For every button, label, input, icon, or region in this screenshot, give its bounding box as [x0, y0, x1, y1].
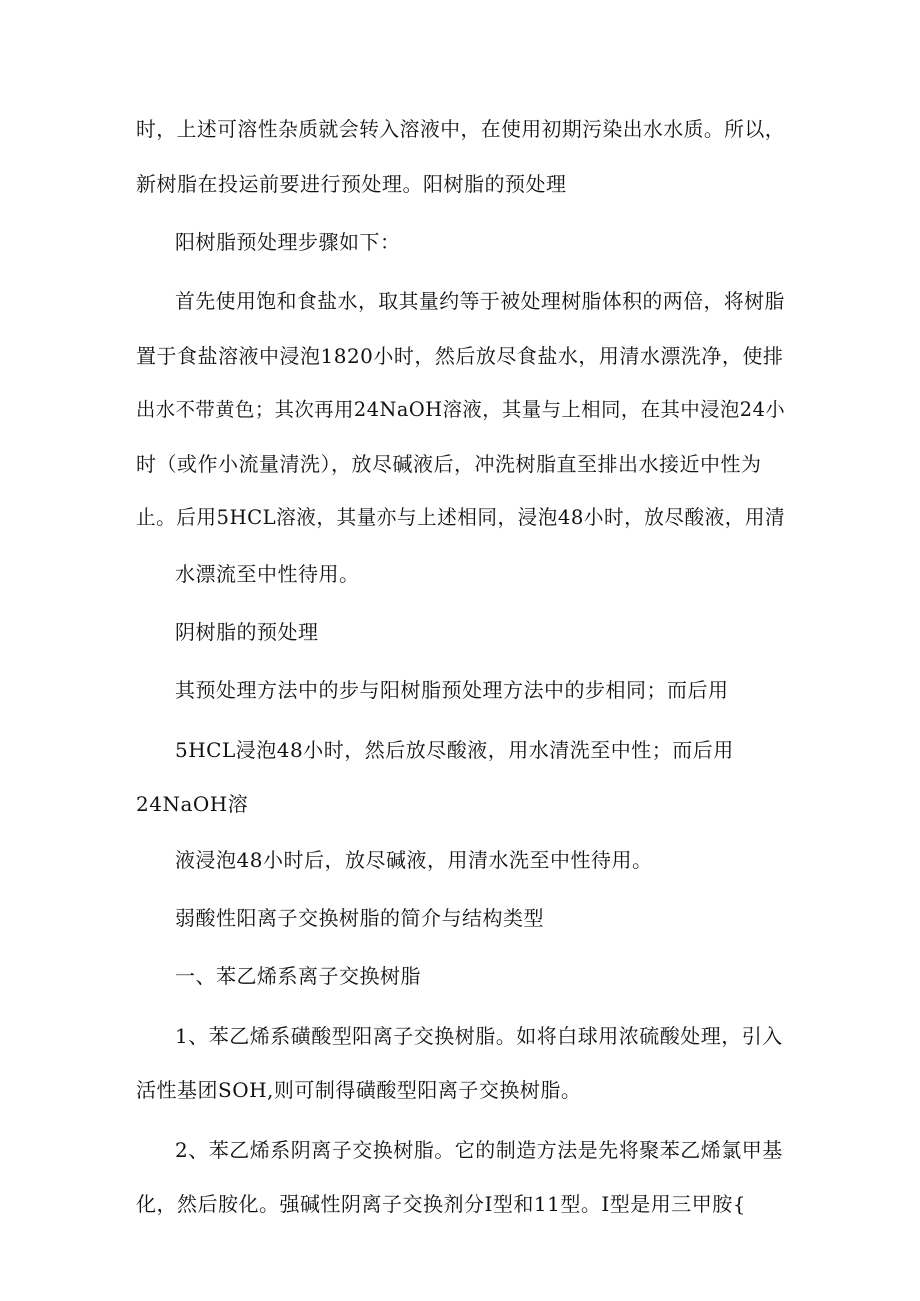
text-line-9: 水漂流至中性待用。 — [175, 562, 360, 586]
text-line-7: 时（或作小流量清洗），放尽碱液后，冲洗树脂直至排出水接近中性为 — [136, 452, 762, 476]
text-line-3: 阳树脂预处理步骤如下： — [175, 230, 401, 254]
text-line-8: 止。后用5HCL溶液，其量亦与上述相同，浸泡48小时，放尽酸液，用清 — [136, 506, 786, 529]
text-line-15: 弱酸性阳离子交换树脂的简介与结构类型 — [175, 906, 544, 930]
text-line-18: 活性基团SOH,则可制得磺酸型阳离子交换树脂。 — [136, 1078, 582, 1102]
text-line-10: 阴树脂的预处理 — [175, 620, 319, 644]
text-line-5: 置于食盐溶液中浸泡1820小时，然后放尽食盐水，用清水漂洗净，使排 — [136, 344, 784, 368]
text-line-17: 1、苯乙烯系磺酸型阳离子交换树脂。如将白球用浓硫酸处理，引入 — [175, 1024, 783, 1048]
text-line-19: 2、苯乙烯系阴离子交换树脂。它的制造方法是先将聚苯乙烯氯甲基 — [175, 1138, 783, 1162]
text-line-13: 24NaOH溶 — [136, 792, 249, 816]
text-line-11: 其预处理方法中的步与阳树脂预处理方法中的步相同；而后用 — [175, 678, 729, 702]
text-line-1: 时，上述可溶性杂质就会转入溶液中，在使用初期污染出水水质。所以， — [136, 118, 786, 141]
text-line-2: 新树脂在投运前要进行预处理。阳树脂的预处理 — [136, 172, 567, 196]
text-line-4: 首先使用饱和食盐水，取其量约等于被处理树脂体积的两倍，将树脂 — [175, 290, 785, 313]
text-line-16: 一、苯乙烯系离子交换树脂 — [175, 964, 421, 988]
text-line-14: 液浸泡48小时后，放尽碱液，用清水洗至中性待用。 — [175, 848, 653, 872]
text-line-12: 5HCL浸泡48小时，然后放尽酸液，用水清洗至中性；而后用 — [175, 738, 734, 762]
text-line-6: 出水不带黄色；其次再用24NaOH溶液，其量与上相同，在其中浸泡24小 — [136, 398, 786, 421]
text-line-20: 化，然后胺化。强碱性阴离子交换剂分Ⅰ型和11型。Ⅰ型是用三甲胺{ — [136, 1192, 746, 1216]
